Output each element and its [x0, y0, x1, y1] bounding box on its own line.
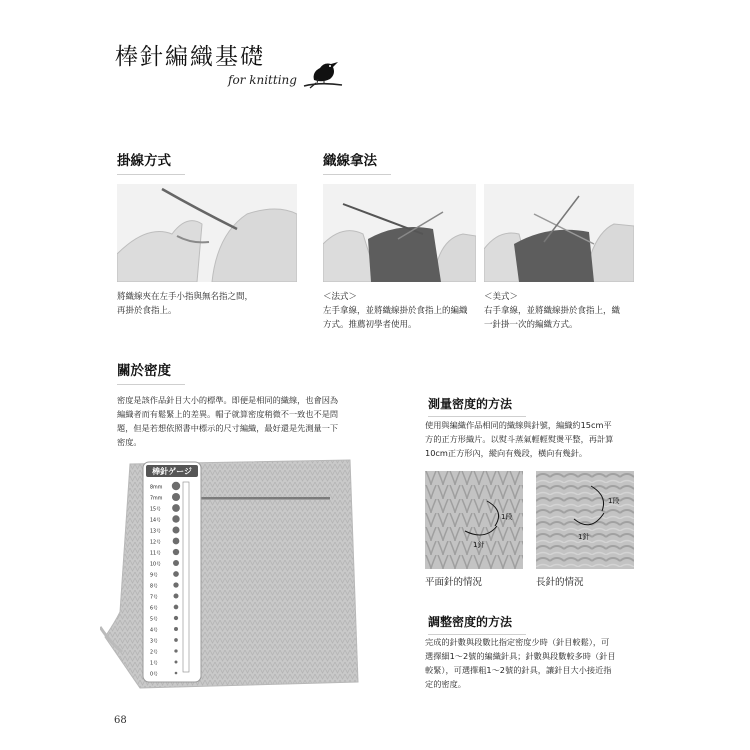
caption-line: 將織線夾在左手小指與無名指之間， [117, 292, 254, 302]
intro-line: 題，但是若想依照書中標示的尺寸編織，最好還是先測量一下 [117, 423, 339, 433]
section-heading-gauge: 關於密度 [117, 359, 185, 385]
adjust-line: 選擇細1～2號的編織針具；針數與段數較多時（針目 [425, 651, 616, 661]
adjust-line: 定的密度。 [425, 679, 466, 689]
gauge-hole [174, 649, 177, 652]
caption-line: 右手拿線，並將織線掛於食指上，織 [484, 306, 621, 316]
caption-holding-yarn [117, 290, 307, 318]
gauge-hole [175, 672, 178, 675]
gauge-size-label: 8mm [150, 485, 163, 491]
intro-line: 密度。 [117, 437, 142, 447]
intro-line: 密度是該作品針目大小的標準。即便是相同的織線，也會因為 [117, 395, 339, 405]
gauge-tool-label: 棒針ゲージ [152, 467, 192, 476]
measure-line: 使用與編織作品相同的織線與針號，編織約15cm平 [425, 420, 612, 430]
section-heading-holding-needles: 織線拿法 [323, 149, 391, 175]
photo-american-style [484, 184, 634, 282]
gauge-hole [172, 504, 180, 512]
gauge-hole [174, 616, 178, 620]
gauge-hole [175, 661, 178, 664]
gauge-hole [174, 605, 179, 610]
intro-line: 編織者而有鬆緊上的差異。帽子就算密度稍微不一致也不是問 [117, 409, 339, 419]
gauge-size-label: 6号 [150, 606, 158, 612]
measure-line: 10cm正方形內，縱向有幾段，橫向有幾針。 [425, 448, 588, 458]
gauge-size-label: 1号 [150, 661, 158, 667]
gauge-size-label: 10号 [150, 562, 161, 568]
gauge-hole [173, 560, 179, 566]
page-number: 68 [114, 715, 127, 726]
row-annotation: 1段 [608, 497, 620, 505]
gauge-size-label: 3号 [150, 639, 158, 645]
style-label-american: ＜美式＞ [484, 292, 519, 302]
caption-american-style [484, 290, 644, 332]
measure-method-text [425, 418, 645, 460]
swatch-with-gauge-photo [100, 452, 370, 692]
section-heading-holding-yarn: 掛線方式 [117, 149, 185, 175]
gauge-size-label: 14号 [150, 518, 161, 524]
gauge-size-label: 7号 [150, 595, 158, 601]
adjust-line: 完成的針數與段數比指定密度少時（針目較鬆），可 [425, 637, 610, 647]
style-label-french: ＜法式＞ [323, 292, 358, 302]
gauge-size-label: 8号 [150, 584, 158, 590]
gauge-hole [173, 549, 179, 555]
caption-line: 左手拿線，並將織線掛於食指上的編織 [323, 306, 468, 316]
gauge-hole [173, 582, 178, 587]
adjust-method-title: 調整密度的方法 [428, 613, 526, 635]
stitch-annotation: 1針 [578, 533, 590, 541]
caption-line: 方式。推薦初學者使用。 [323, 320, 417, 330]
gauge-size-label: 15号 [150, 507, 161, 513]
photo-garter-swatch [536, 471, 634, 569]
measure-line: 方的正方形織片。以熨斗蒸氣輕輕熨燙平整，再計算 [425, 434, 614, 444]
gauge-hole [174, 638, 178, 642]
bird-icon [300, 52, 346, 92]
caption-french-style [323, 290, 483, 332]
photo-french-style [323, 184, 476, 282]
caption-garter: 長針的情況 [536, 577, 584, 588]
gauge-size-label: 0号 [150, 672, 158, 678]
gauge-size-label: 9号 [150, 573, 158, 579]
gauge-hole [174, 627, 178, 631]
photo-stockinette-swatch [425, 471, 523, 569]
adjust-line: 較緊），可選擇粗1～2號的針具，讓針目大小接近指 [425, 665, 612, 675]
gauge-hole [172, 526, 179, 533]
gauge-hole [174, 594, 179, 599]
caption-line: 一針掛一次的編織方式。 [484, 320, 578, 330]
caption-stockinette: 平面針的情況 [425, 577, 483, 588]
gauge-size-label: 5号 [150, 617, 158, 623]
page-title: 棒針編織基礎 [115, 44, 265, 70]
gauge-hole [172, 515, 179, 522]
gauge-intro [117, 393, 357, 449]
gauge-size-label: 13号 [150, 529, 161, 535]
stitch-annotation: 1針 [473, 541, 485, 549]
gauge-size-label: 4号 [150, 628, 158, 634]
gauge-size-label: 12号 [150, 540, 161, 546]
gauge-hole [173, 538, 180, 545]
gauge-hole [172, 493, 180, 501]
gauge-hole [172, 482, 180, 490]
page-subtitle: for knitting [228, 73, 297, 87]
adjust-method-text [425, 635, 645, 691]
caption-line: 再掛於食指上。 [117, 306, 177, 316]
gauge-size-label: 11号 [150, 551, 161, 557]
measure-method-title: 測量密度的方法 [428, 395, 526, 417]
gauge-size-label: 2号 [150, 650, 158, 656]
photo-holding-yarn [117, 184, 297, 282]
gauge-size-label: 7mm [150, 496, 163, 502]
gauge-hole [173, 571, 179, 577]
row-annotation: 1段 [501, 513, 513, 521]
